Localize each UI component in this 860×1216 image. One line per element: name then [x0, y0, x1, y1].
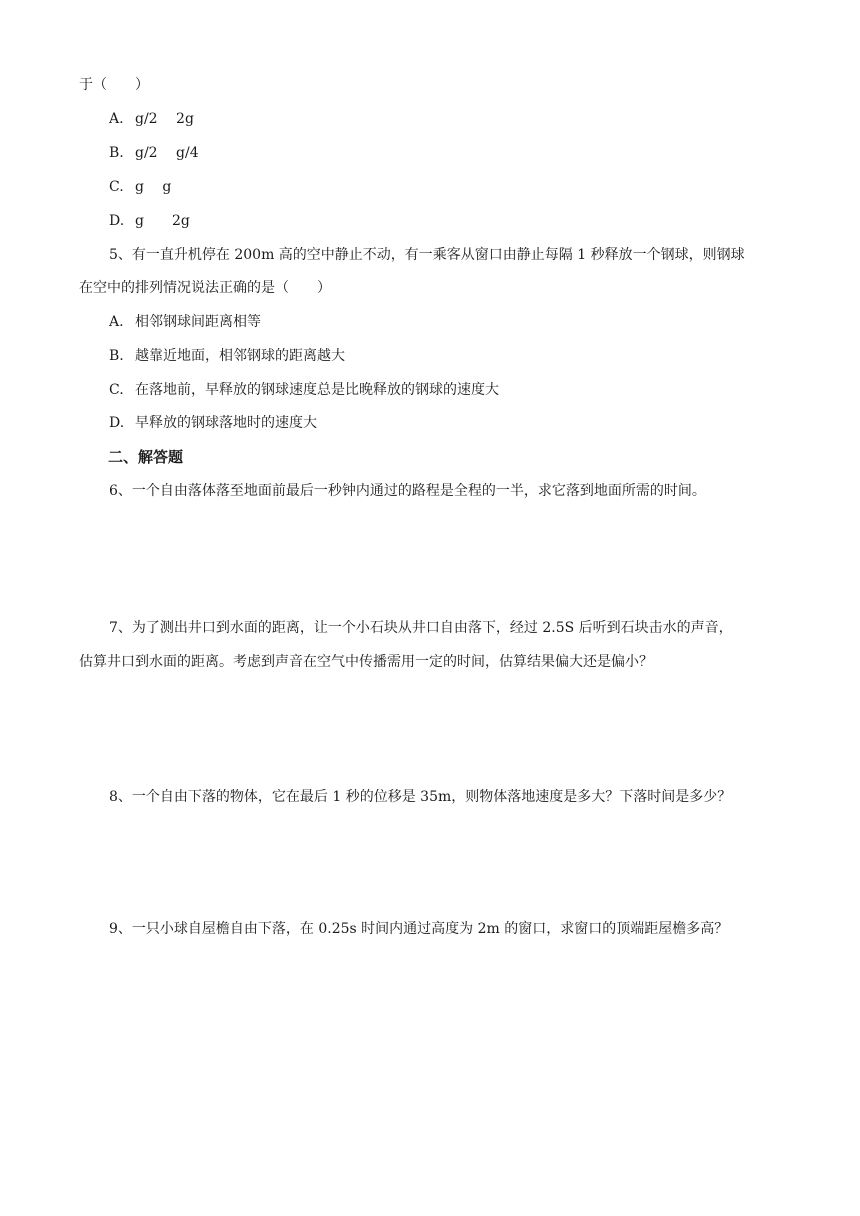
option-letter: C.	[109, 179, 124, 195]
q5-option-c	[109, 381, 499, 399]
q8-text: 8、一个自由下落的物体，它在最后 1 秒的位移是 35m，则物体落地速度是多大？下落时间是多少？	[109, 789, 732, 805]
option-letter: D.	[109, 415, 125, 431]
q7-stem-line1: 7、为了测出井口到水面的距离，让一个小石块从井口自由落下，经过 2.5S 后听到石块击水的声音，	[109, 620, 733, 636]
option-text: 相邻钢球间距离相等	[135, 314, 261, 330]
q5-stem-line2: 在空中的排列情况说法正确的是（ ）	[79, 280, 331, 296]
option-letter: D.	[109, 213, 125, 229]
q5-stem-line1: 5、有一直升机停在 200m 高的空中静止不动，有一乘客从窗口由静止每隔 1 秒释放一个钢球，则钢球	[109, 247, 745, 263]
option-text: g/2 2g	[135, 111, 194, 127]
q4-continuation: 于（ ）	[79, 77, 149, 93]
q7-stem-line2: 估算井口到水面的距离。考虑到声音在空气中传播需用一定的时间，估算结果偏大还是偏小？	[79, 654, 653, 670]
section-heading: 二、解答题	[108, 448, 184, 466]
q5-option-a	[109, 313, 261, 331]
option-text: 早释放的钢球落地时的速度大	[135, 415, 317, 431]
option-letter: A.	[109, 314, 124, 330]
q4-option-a	[109, 110, 194, 128]
option-text: g/2 g/4	[135, 145, 199, 161]
q5-option-d	[109, 414, 317, 432]
q4-option-d	[109, 212, 190, 230]
q9-text: 9、一只小球自屋檐自由下落，在 0.25s 时间内通过高度为 2m 的窗口，求窗口的顶端距屋檐多高？	[109, 921, 729, 937]
q4-option-c	[109, 178, 171, 196]
option-letter: B.	[109, 348, 124, 364]
option-letter: B.	[109, 145, 124, 161]
q6-text: 6、一个自由落体落至地面前最后一秒钟内通过的路程是全程的一半，求它落到地面所需的时间。	[109, 483, 706, 499]
q4-option-b	[109, 144, 199, 162]
option-text: g 2g	[135, 213, 190, 229]
q5-option-b	[109, 347, 345, 365]
option-letter: A.	[109, 111, 124, 127]
option-letter: C.	[109, 382, 124, 398]
option-text: g g	[135, 179, 172, 195]
option-text: 在落地前，早释放的钢球速度总是比晚释放的钢球的速度大	[135, 382, 499, 398]
option-text: 越靠近地面，相邻钢球的距离越大	[135, 348, 345, 364]
